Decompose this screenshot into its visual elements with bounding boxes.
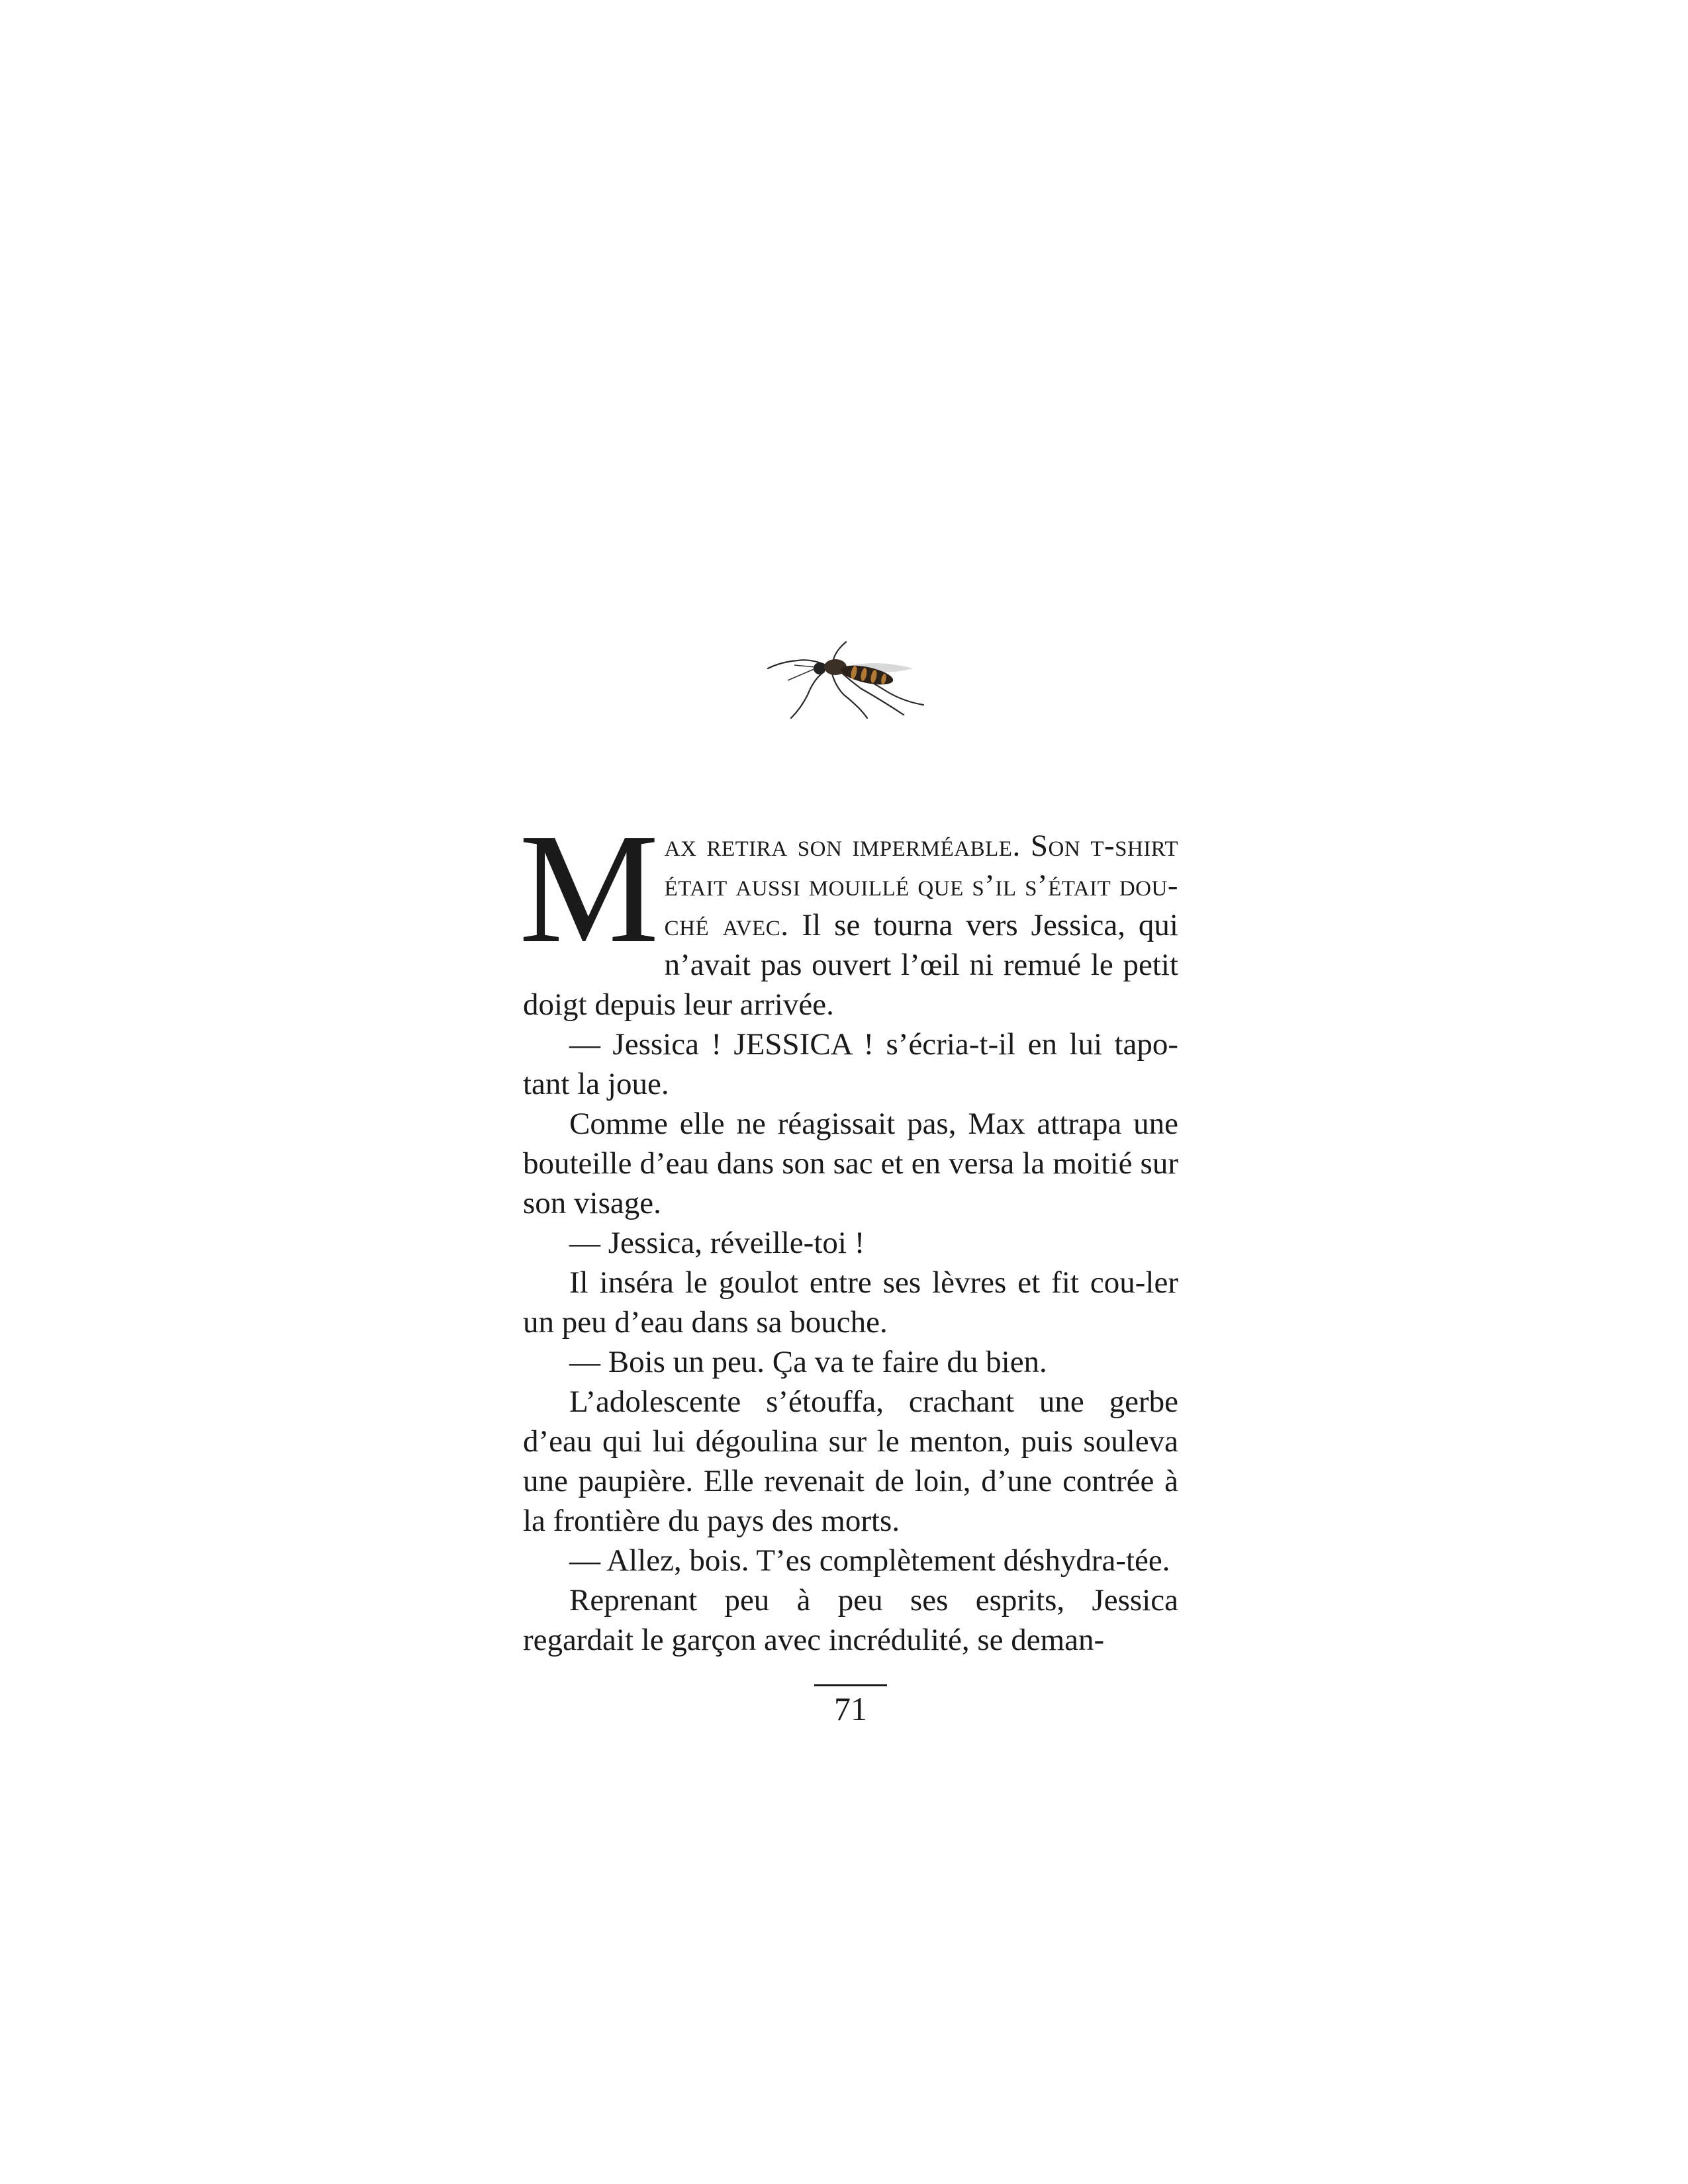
paragraph-2: Comme elle ne réagissait pas, Max attrapa une bouteille d’eau dans son sac et en versa la moitié sur son visage. — [523, 1107, 1178, 1220]
opening-paragraph-rest: Il se tourna vers Jessica, qui n’avait pas ouvert l’œil ni remué le petit doigt depuis leur arrivée. — [523, 908, 1178, 1022]
paragraph-8: Reprenant peu à peu ses esprits, Jessica regardait le garçon avec incrédulité, se deman- — [523, 1583, 1178, 1657]
paragraph-4: Il inséra le goulot entre ses lèvres et fit cou-ler un peu d’eau dans sa bouche. — [523, 1265, 1178, 1340]
drop-cap: M — [519, 801, 659, 976]
paragraph-5: — Bois un peu. Ça va te faire du bien. — [569, 1345, 1047, 1379]
paragraph-6: L’adolescente s’étouffa, crachant une gerbe d’eau qui lui dégoulina sur le menton, puis souleva une paupière. Elle revenait de loin, d’une contrée à la frontière du pays des morts. — [523, 1385, 1178, 1538]
page-number: 71 — [814, 1684, 887, 1729]
chapter-text — [519, 801, 1178, 1660]
paragraph-1: — Jessica ! JESSICA ! s’écria-t-il en lui tapo-tant la joue. — [523, 1027, 1178, 1101]
paragraph-7: — Allez, bois. T’es complètement déshydra-tée. — [569, 1543, 1170, 1578]
paragraph-3: — Jessica, réveille-toi ! — [569, 1226, 865, 1260]
opening-paragraph — [519, 801, 1178, 1024]
small-caps-lead: ax retira son imperméable. Son t-shirt était aussi mouillé que s’il s’était dou-ché avec. — [664, 829, 1178, 942]
mosquito-icon — [761, 629, 933, 735]
